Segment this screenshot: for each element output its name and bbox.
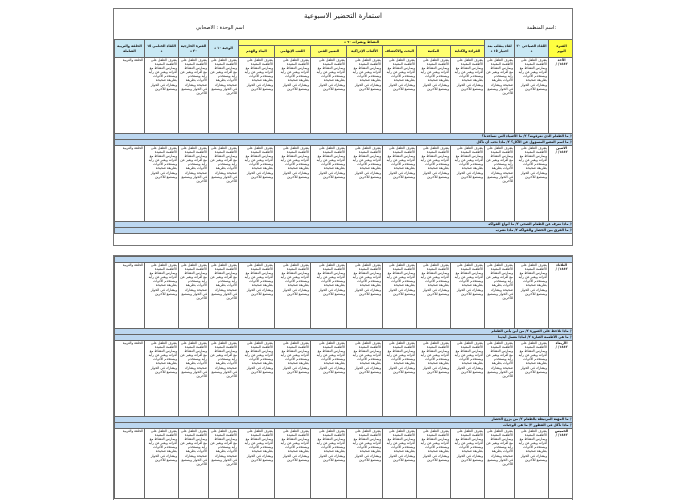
meeting-header: اللقاء الختامي ١٥ د	[145, 40, 179, 58]
cell: يتعرف الطفل على الأطعمة المفيدة ويمارس النشاط مع أقرانه ويعبر عن رأيه ويستخدم الأدوات بطريقة صحيحة ويشارك في الحوار ويستمع للآخرين	[485, 263, 515, 329]
schedule-table-bottom	[114, 256, 573, 499]
center-role-header: اللعب الإيهامي	[275, 46, 311, 58]
cell: الحلقة والتربية	[115, 58, 145, 134]
day-cell: الأربعاء ١٤٤٣/ /	[549, 341, 574, 417]
cell: يتعرف الطفل على الأطعمة المفيدة ويمارس النشاط مع أقرانه ويعبر عن رأيه ويستخدم الأدوات بطريقة صحيحة ويشارك في الحوار ويستمع للآخرين	[209, 429, 239, 499]
snack-header: الوجبة ١٠ د	[209, 40, 239, 58]
center-research-header: البحث والاكتشاف	[383, 46, 417, 58]
table-row	[115, 58, 574, 134]
question-bar: ١/ ماذا نأكل في الفطور ٢/ ما هي الوجبات	[115, 423, 574, 429]
form-panel-bottom	[113, 255, 573, 500]
table-row	[115, 429, 574, 499]
day-cell: الاثنين ١٤٤٣/ /	[549, 146, 573, 222]
table-row	[115, 146, 574, 222]
cell: يتعرف الطفل على الأطعمة المفيدة ويمارس النشاط مع أقرانه ويعبر عن رأيه ويستخدم الأدوات بطريقة صحيحة ويشارك في الحوار ويستمع للآخرين	[179, 341, 209, 417]
cell: يتعرف الطفل على الأطعمة المفيدة ويمارس النشاط مع أقرانه ويعبر عن رأيه ويستخدم الأدوات بطريقة صحيحة ويشارك في الحوار ويستمع للآخرين	[515, 429, 549, 499]
cell: يتعرف الطفل على الأطعمة المفيدة ويمارس النشاط مع أقرانه ويعبر عن رأيه ويستخدم الأدوات بطريقة صحيحة ويشارك في الحوار ويستمع للآخرين	[145, 58, 179, 134]
cell: يتعرف الطفل على الأطعمة المفيدة ويمارس النشاط مع أقرانه ويعبر عن رأيه ويستخدم الأدوات بطريقة صحيحة ويشارك في الحوار ويستمع للآخرين	[515, 146, 549, 222]
cell: يتعرف الطفل على الأطعمة المفيدة ويمارس النشاط مع أقرانه ويعبر عن رأيه ويستخدم الأدوات بطريقة صحيحة ويشارك في الحوار ويستمع للآخرين	[383, 429, 417, 499]
question-bar: ١/ ما المهنة المرتبطة بالطعام ٢/ من يزرع الخضار	[115, 417, 574, 423]
cell: يتعرف الطفل على الأطعمة المفيدة ويمارس النشاط مع أقرانه ويعبر عن رأيه ويستخدم الأدوات بطريقة صحيحة ويشارك في الحوار ويستمع للآخرين	[417, 429, 451, 499]
center-build-header: البناء والهدم	[239, 46, 275, 58]
center-library-header: المكتبة	[417, 46, 451, 58]
cell: الحلقة والتربية	[115, 146, 145, 222]
cell: يتعرف الطفل على الأطعمة المفيدة ويمارس النشاط مع أقرانه ويعبر عن رأيه ويستخدم الأدوات بطريقة صحيحة ويشارك في الحوار ويستمع للآخرين	[383, 58, 417, 134]
cell: يتعرف الطفل على الأطعمة المفيدة ويمارس النشاط مع أقرانه ويعبر عن رأيه ويستخدم الأدوات بطريقة صحيحة ويشارك في الحوار ويستمع للآخرين	[347, 263, 383, 329]
cell: يتعرف الطفل على الأطعمة المفيدة ويمارس النشاط مع أقرانه ويعبر عن رأيه ويستخدم الأدوات بطريقة صحيحة ويشارك في الحوار ويستمع للآخرين	[515, 58, 549, 134]
cell: يتعرف الطفل على الأطعمة المفيدة ويمارس النشاط مع أقرانه ويعبر عن رأيه ويستخدم الأدوات بطريقة صحيحة ويشارك في الحوار ويستمع للآخرين	[179, 263, 209, 329]
cell: يتعرف الطفل على الأطعمة المفيدة ويمارس النشاط مع أقرانه ويعبر عن رأيه ويستخدم الأدوات بطريقة صحيحة ويشارك في الحوار ويستمع للآخرين	[515, 341, 549, 417]
centers-group-header: النشاط ونشرات ٦٠ د	[239, 40, 485, 46]
cell: يتعرف الطفل على الأطعمة المفيدة ويمارس النشاط مع أقرانه ويعبر عن رأيه ويستخدم الأدوات بطريقة صحيحة ويشارك في الحوار ويستمع للآخرين	[451, 341, 485, 417]
cell: يتعرف الطفل على الأطعمة المفيدة ويمارس النشاط مع أقرانه ويعبر عن رأيه ويستخدم الأدوات بطريقة صحيحة ويشارك في الحوار ويستمع للآخرين	[209, 58, 239, 134]
choice-header: لقاء ينقلب بعد اختيار ١٥ د	[485, 40, 515, 58]
day-cell: الثلاثاء ١٤٤٣/ /	[549, 263, 574, 329]
cell: يتعرف الطفل على الأطعمة المفيدة ويمارس النشاط مع أقرانه ويعبر عن رأيه ويستخدم الأدوات بطريقة صحيحة ويشارك في الحوار ويستمع للآخرين	[451, 146, 485, 222]
cell: يتعرف الطفل على الأطعمة المفيدة ويمارس النشاط مع أقرانه ويعبر عن رأيه ويستخدم الأدوات بطريقة صحيحة ويشارك في الحوار ويستمع للآخرين	[451, 263, 485, 329]
cell: يتعرف الطفل على الأطعمة المفيدة ويمارس النشاط مع أقرانه ويعبر عن رأيه ويستخدم الأدوات بطريقة صحيحة ويشارك في الحوار ويستمع للآخرين	[145, 341, 179, 417]
cell: يتعرف الطفل على الأطعمة المفيدة ويمارس النشاط مع أقرانه ويعبر عن رأيه ويستخدم الأدوات بطريقة صحيحة ويشارك في الحوار ويستمع للآخرين	[515, 263, 549, 329]
cell: يتعرف الطفل على الأطعمة المفيدة ويمارس النشاط مع أقرانه ويعبر عن رأيه ويستخدم الأدوات بطريقة صحيحة ويشارك في الحوار ويستمع للآخرين	[239, 58, 275, 134]
cell: يتعرف الطفل على الأطعمة المفيدة ويمارس النشاط مع أقرانه ويعبر عن رأيه ويستخدم الأدوات بطريقة صحيحة ويشارك في الحوار ويستمع للآخرين	[417, 146, 451, 222]
cell: يتعرف الطفل على الأطعمة المفيدة ويمارس النشاط مع أقرانه ويعبر عن رأيه ويستخدم الأدوات بطريقة صحيحة ويشارك في الحوار ويستمع للآخرين	[485, 146, 515, 222]
day-cell: الخميس ١٤٤٣/ /	[549, 429, 574, 499]
table-row	[115, 263, 574, 329]
cell: يتعرف الطفل على الأطعمة المفيدة ويمارس النشاط مع أقرانه ويعبر عن رأيه ويستخدم الأدوات بطريقة صحيحة ويشارك في الحوار ويستمع للآخرين	[145, 429, 179, 499]
cell: يتعرف الطفل على الأطعمة المفيدة ويمارس النشاط مع أقرانه ويعبر عن رأيه ويستخدم الأدوات بطريقة صحيحة ويشارك في الحوار ويستمع للآخرين	[383, 146, 417, 222]
cell: يتعرف الطفل على الأطعمة المفيدة ويمارس النشاط مع أقرانه ويعبر عن رأيه ويستخدم الأدوات بطريقة صحيحة ويشارك في الحوار ويستمع للآخرين	[275, 146, 311, 222]
cell: يتعرف الطفل على الأطعمة المفيدة ويمارس النشاط مع أقرانه ويعبر عن رأيه ويستخدم الأدوات بطريقة صحيحة ويشارك في الحوار ويستمع للآخرين	[179, 429, 209, 499]
unit-label: اسم الوحدة : الاصحابي	[196, 25, 244, 31]
table-row	[115, 341, 574, 417]
cell: الحلقة والتربية	[115, 263, 145, 329]
cell: يتعرف الطفل على الأطعمة المفيدة ويمارس النشاط مع أقرانه ويعبر عن رأيه ويستخدم الأدوات بطريقة صحيحة ويشارك في الحوار ويستمع للآخرين	[347, 429, 383, 499]
cell: يتعرف الطفل على الأطعمة المفيدة ويمارس النشاط مع أقرانه ويعبر عن رأيه ويستخدم الأدوات بطريقة صحيحة ويشارك في الحوار ويستمع للآخرين	[209, 146, 239, 222]
cell: يتعرف الطفل على الأطعمة المفيدة ويمارس النشاط مع أقرانه ويعبر عن رأيه ويستخدم الأدوات بطريقة صحيحة ويشارك في الحوار ويستمع للآخرين	[311, 341, 347, 417]
center-games-header: الألعاب الإدراكية	[347, 46, 383, 58]
cell: يتعرف الطفل على الأطعمة المفيدة ويمارس النشاط مع أقرانه ويعبر عن رأيه ويستخدم الأدوات بطريقة صحيحة ويشارك في الحوار ويستمع للآخرين	[239, 429, 275, 499]
cell: يتعرف الطفل على الأطعمة المفيدة ويمارس النشاط مع أقرانه ويعبر عن رأيه ويستخدم الأدوات بطريقة صحيحة ويشارك في الحوار ويستمع للآخرين	[239, 263, 275, 329]
cell: يتعرف الطفل على الأطعمة المفيدة ويمارس النشاط مع أقرانه ويعبر عن رأيه ويستخدم الأدوات بطريقة صحيحة ويشارك في الحوار ويستمع للآخرين	[275, 341, 311, 417]
question-bar: ١/ ما اسم العضو المسؤول عن الأكل؟ ٢/ ماذا تحب أن تأكل	[115, 140, 574, 146]
schedule-table-top	[114, 39, 573, 234]
question-bar: ١/ ما هي الأطعمة الضارة ٢/ لماذا نغسل أيدينا	[115, 335, 574, 341]
cell: يتعرف الطفل على الأطعمة المفيدة ويمارس النشاط مع أقرانه ويعبر عن رأيه ويستخدم الأدوات بطريقة صحيحة ويشارك في الحوار ويستمع للآخرين	[239, 146, 275, 222]
cell: يتعرف الطفل على الأطعمة المفيدة ويمارس النشاط مع أقرانه ويعبر عن رأيه ويستخدم الأدوات بطريقة صحيحة ويشارك في الحوار ويستمع للآخرين	[209, 341, 239, 417]
center-art-header: التعبير الفني	[311, 46, 347, 58]
question-bar: ١/ ما الفرق بين الخضار والفواكه ٢/ ماذا نشرب	[115, 228, 574, 234]
cell: يتعرف الطفل على الأطعمة المفيدة ويمارس النشاط مع أقرانه ويعبر عن رأيه ويستخدم الأدوات بطريقة صحيحة ويشارك في الحوار ويستمع للآخرين	[485, 58, 515, 134]
cell: يتعرف الطفل على الأطعمة المفيدة ويمارس النشاط مع أقرانه ويعبر عن رأيه ويستخدم الأدوات بطريقة صحيحة ويشارك في الحوار ويستمع للآخرين	[145, 263, 179, 329]
cell: يتعرف الطفل على الأطعمة المفيدة ويمارس النشاط مع أقرانه ويعبر عن رأيه ويستخدم الأدوات بطريقة صحيحة ويشارك في الحوار ويستمع للآخرين	[417, 58, 451, 134]
cell: يتعرف الطفل على الأطعمة المفيدة ويمارس النشاط مع أقرانه ويعبر عن رأيه ويستخدم الأدوات بطريقة صحيحة ويشارك في الحوار ويستمع للآخرين	[347, 58, 383, 134]
cell: يتعرف الطفل على الأطعمة المفيدة ويمارس النشاط مع أقرانه ويعبر عن رأيه ويستخدم الأدوات بطريقة صحيحة ويشارك في الحوار ويستمع للآخرين	[275, 429, 311, 499]
cell: يتعرف الطفل على الأطعمة المفيدة ويمارس النشاط مع أقرانه ويعبر عن رأيه ويستخدم الأدوات بطريقة صحيحة ويشارك في الحوار ويستمع للآخرين	[311, 146, 347, 222]
cell: يتعرف الطفل على الأطعمة المفيدة ويمارس النشاط مع أقرانه ويعبر عن رأيه ويستخدم الأدوات بطريقة صحيحة ويشارك في الحوار ويستمع للآخرين	[239, 341, 275, 417]
cell: يتعرف الطفل على الأطعمة المفيدة ويمارس النشاط مع أقرانه ويعبر عن رأيه ويستخدم الأدوات بطريقة صحيحة ويشارك في الحوار ويستمع للآخرين	[383, 263, 417, 329]
cell: يتعرف الطفل على الأطعمة المفيدة ويمارس النشاط مع أقرانه ويعبر عن رأيه ويستخدم الأدوات بطريقة صحيحة ويشارك في الحوار ويستمع للآخرين	[179, 58, 209, 134]
cell: الحلقة والتربية	[115, 341, 145, 417]
question-bar: ١/ ما الطعام الذي تعرفونه؟ ٢/ ما الأشياء التي تساعدنا؟	[115, 134, 574, 140]
form-panel-top	[113, 8, 573, 246]
cell: يتعرف الطفل على الأطعمة المفيدة ويمارس النشاط مع أقرانه ويعبر عن رأيه ويستخدم الأدوات بطريقة صحيحة ويشارك في الحوار ويستمع للآخرين	[275, 263, 311, 329]
cell: يتعرف الطفل على الأطعمة المفيدة ويمارس النشاط مع أقرانه ويعبر عن رأيه ويستخدم الأدوات بطريقة صحيحة ويشارك في الحوار ويستمع للآخرين	[451, 58, 485, 134]
cell: يتعرف الطفل على الأطعمة المفيدة ويمارس النشاط مع أقرانه ويعبر عن رأيه ويستخدم الأدوات بطريقة صحيحة ويشارك في الحوار ويستمع للآخرين	[485, 429, 515, 499]
cell: يتعرف الطفل على الأطعمة المفيدة ويمارس النشاط مع أقرانه ويعبر عن رأيه ويستخدم الأدوات بطريقة صحيحة ويشارك في الحوار ويستمع للآخرين	[383, 341, 417, 417]
day-cell: الأحد ١٤٤٣/ /	[549, 58, 573, 134]
question-bar: ١/ ماذا تعرف عن الطعام الصحي ٢/ ما أنواع الفواكه	[115, 222, 574, 228]
cell: يتعرف الطفل على الأطعمة المفيدة ويمارس النشاط مع أقرانه ويعبر عن رأيه ويستخدم الأدوات بطريقة صحيحة ويشارك في الحوار ويستمع للآخرين	[179, 146, 209, 222]
center-reading-header: القراءة والكتابة	[451, 46, 485, 58]
cell: يتعرف الطفل على الأطعمة المفيدة ويمارس النشاط مع أقرانه ويعبر عن رأيه ويستخدم الأدوات بطريقة صحيحة ويشارك في الحوار ويستمع للآخرين	[347, 146, 383, 222]
cell: يتعرف الطفل على الأطعمة المفيدة ويمارس النشاط مع أقرانه ويعبر عن رأيه ويستخدم الأدوات بطريقة صحيحة ويشارك في الحوار ويستمع للآخرين	[311, 58, 347, 134]
day-header: الفترة اليوم	[549, 40, 573, 58]
org-label: اسم المنظمة:	[526, 25, 556, 31]
cell: يتعرف الطفل على الأطعمة المفيدة ويمارس النشاط مع أقرانه ويعبر عن رأيه ويستخدم الأدوات بطريقة صحيحة ويشارك في الحوار ويستمع للآخرين	[417, 341, 451, 417]
outdoor-header: الفترة الخارجية ٣٠ د	[179, 40, 209, 58]
form-title: استمارة التحضير الاسبوعية	[304, 12, 382, 20]
cell: يتعرف الطفل على الأطعمة المفيدة ويمارس النشاط مع أقرانه ويعبر عن رأيه ويستخدم الأدوات بطريقة صحيحة ويشارك في الحوار ويستمع للآخرين	[417, 263, 451, 329]
cell: يتعرف الطفل على الأطعمة المفيدة ويمارس النشاط مع أقرانه ويعبر عن رأيه ويستخدم الأدوات بطريقة صحيحة ويشارك في الحوار ويستمع للآخرين	[485, 341, 515, 417]
cell: يتعرف الطفل على الأطعمة المفيدة ويمارس النشاط مع أقرانه ويعبر عن رأيه ويستخدم الأدوات بطريقة صحيحة ويشارك في الحوار ويستمع للآخرين	[145, 146, 179, 222]
cell: يتعرف الطفل على الأطعمة المفيدة ويمارس النشاط مع أقرانه ويعبر عن رأيه ويستخدم الأدوات بطريقة صحيحة ويشارك في الحوار ويستمع للآخرين	[311, 263, 347, 329]
cell: يتعرف الطفل على الأطعمة المفيدة ويمارس النشاط مع أقرانه ويعبر عن رأيه ويستخدم الأدوات بطريقة صحيحة ويشارك في الحوار ويستمع للآخرين	[209, 263, 239, 329]
question-bar: ١/ ماذا تلاحظ على الصورة ٢/ من أين يأتي الطعام	[115, 329, 574, 335]
cell: يتعرف الطفل على الأطعمة المفيدة ويمارس النشاط مع أقرانه ويعبر عن رأيه ويستخدم الأدوات بطريقة صحيحة ويشارك في الحوار ويستمع للآخرين	[347, 341, 383, 417]
cell: يتعرف الطفل على الأطعمة المفيدة ويمارس النشاط مع أقرانه ويعبر عن رأيه ويستخدم الأدوات بطريقة صحيحة ويشارك في الحوار ويستمع للآخرين	[451, 429, 485, 499]
cell: يتعرف الطفل على الأطعمة المفيدة ويمارس النشاط مع أقرانه ويعبر عن رأيه ويستخدم الأدوات بطريقة صحيحة ويشارك في الحوار ويستمع للآخرين	[275, 58, 311, 134]
cell: الحلقة والتربية	[115, 429, 145, 499]
circle-header: الحلقة والتربية الشاملة	[115, 40, 145, 58]
morning-header: اللقاء الصباحي ٣٠ د	[515, 40, 549, 58]
cell: يتعرف الطفل على الأطعمة المفيدة ويمارس النشاط مع أقرانه ويعبر عن رأيه ويستخدم الأدوات بطريقة صحيحة ويشارك في الحوار ويستمع للآخرين	[311, 429, 347, 499]
